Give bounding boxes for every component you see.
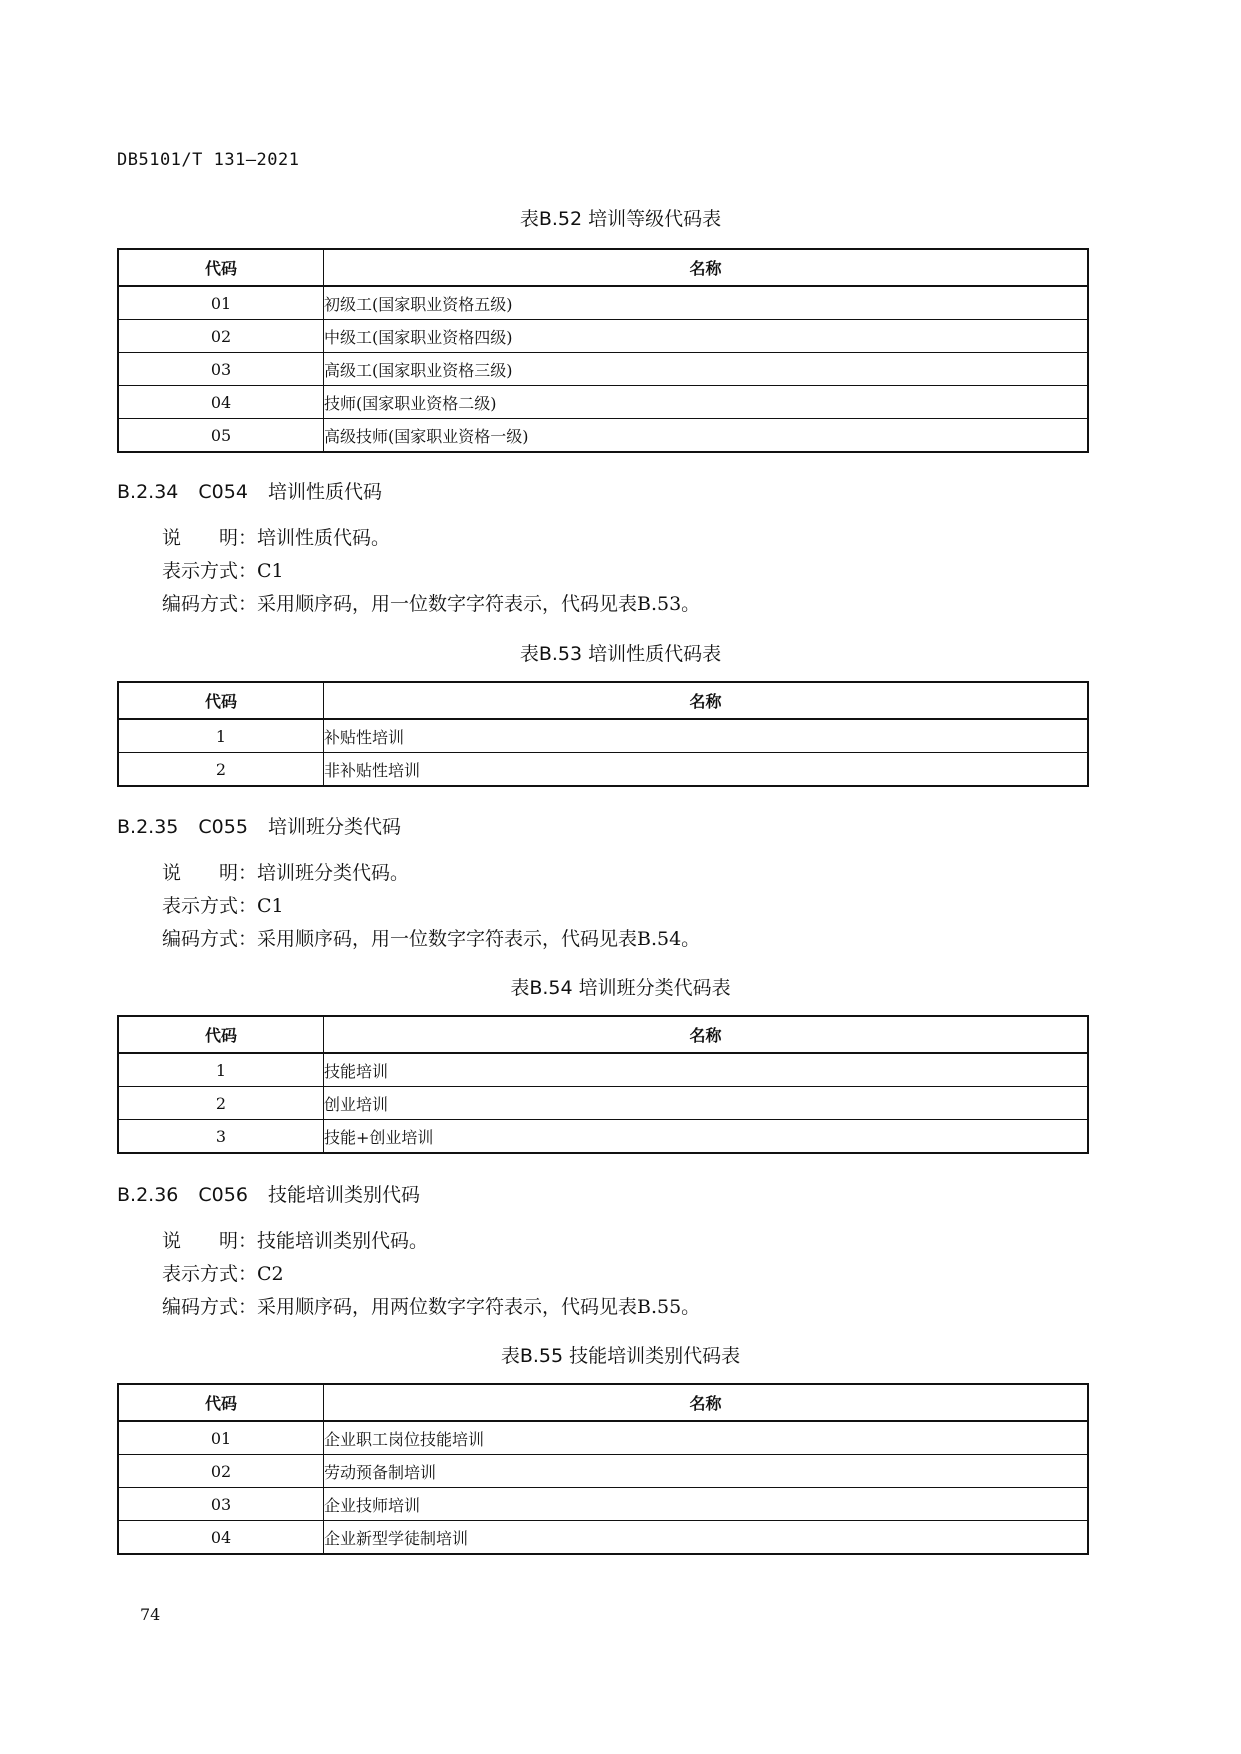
column-header-name: 名称 — [324, 1384, 1089, 1421]
encoding-line: 编码方式：采用顺序码，用一位数字字符表示，代码见表B.53。 — [162, 593, 701, 615]
table-caption-b54: 表B.54 培训班分类代码表 — [510, 977, 731, 999]
name-cell: 技能+创业培训 — [324, 1120, 1089, 1154]
name-cell: 技能培训 — [324, 1053, 1089, 1087]
name-cell: 企业新型学徒制培训 — [324, 1521, 1089, 1555]
code-cell: 04 — [118, 386, 324, 419]
name-cell: 企业职工岗位技能培训 — [324, 1421, 1089, 1455]
code-cell: 02 — [118, 1455, 324, 1488]
table-b55 — [117, 1383, 1089, 1555]
table-row — [118, 386, 1088, 419]
table-row — [118, 286, 1088, 320]
code-cell: 01 — [118, 1421, 324, 1455]
table-row — [118, 1455, 1088, 1488]
name-cell: 创业培训 — [324, 1087, 1089, 1120]
code-cell: 2 — [118, 1087, 324, 1120]
representation-line: 表示方式：C1 — [162, 895, 284, 917]
table-row — [118, 1488, 1088, 1521]
section-number: B.2.36 — [117, 1184, 179, 1206]
name-cell: 非补贴性培训 — [324, 753, 1089, 787]
encoding-line: 编码方式：采用顺序码，用两位数字字符表示，代码见表B.55。 — [162, 1296, 701, 1318]
name-cell: 中级工(国家职业资格四级) — [324, 320, 1089, 353]
section-number: B.2.35 — [117, 816, 179, 838]
description-line: 说 明：技能培训类别代码。 — [162, 1230, 429, 1252]
section-title: 培训性质代码 — [267, 481, 382, 503]
section-heading-b235 — [117, 812, 421, 839]
section-number: B.2.34 — [117, 481, 179, 503]
name-cell: 企业技师培训 — [324, 1488, 1089, 1521]
section-heading-b236 — [117, 1180, 440, 1207]
name-cell: 高级工(国家职业资格三级) — [324, 353, 1089, 386]
document-id: DB5101/T 131—2021 — [117, 150, 300, 170]
code-cell: 1 — [118, 1053, 324, 1087]
table-row — [118, 1053, 1088, 1087]
table-caption-b55: 表B.55 技能培训类别代码表 — [500, 1345, 741, 1367]
column-header-code: 代码 — [118, 682, 324, 719]
table-b52 — [117, 248, 1089, 453]
code-cell: 04 — [118, 1521, 324, 1555]
name-cell: 劳动预备制培训 — [324, 1455, 1089, 1488]
code-cell: 03 — [118, 353, 324, 386]
column-header-code: 代码 — [118, 1384, 324, 1421]
code-cell: 3 — [118, 1120, 324, 1154]
table-row — [118, 419, 1088, 453]
name-cell: 补贴性培训 — [324, 719, 1089, 753]
table-row — [118, 719, 1088, 753]
description-line: 说 明：培训班分类代码。 — [162, 862, 410, 884]
table-caption-b53: 表B.53 培训性质代码表 — [519, 643, 722, 665]
code-cell: 03 — [118, 1488, 324, 1521]
table-caption-b52: 表B.52 培训等级代码表 — [519, 208, 722, 230]
description-line: 说 明：培训性质代码。 — [162, 527, 391, 549]
column-header-code: 代码 — [118, 249, 324, 286]
page-number: 74 — [140, 1605, 161, 1624]
name-cell: 技师(国家职业资格二级) — [324, 386, 1089, 419]
table-row — [118, 1421, 1088, 1455]
table-row — [118, 1120, 1088, 1154]
representation-line: 表示方式：C1 — [162, 560, 284, 582]
representation-line: 表示方式：C2 — [162, 1263, 284, 1285]
table-row — [118, 1521, 1088, 1555]
table-b53 — [117, 681, 1089, 787]
encoding-line: 编码方式：采用顺序码，用一位数字字符表示，代码见表B.54。 — [162, 928, 701, 950]
code-cell: 1 — [118, 719, 324, 753]
code-cell: 02 — [118, 320, 324, 353]
section-code: C056 — [198, 1184, 248, 1206]
column-header-name: 名称 — [324, 249, 1089, 286]
name-cell: 初级工(国家职业资格五级) — [324, 286, 1089, 320]
table-row — [118, 753, 1088, 787]
code-cell: 01 — [118, 286, 324, 320]
name-cell: 高级技师(国家职业资格一级) — [324, 419, 1089, 453]
table-b54 — [117, 1015, 1089, 1154]
column-header-name: 名称 — [324, 1016, 1089, 1053]
section-title: 培训班分类代码 — [267, 816, 401, 838]
code-cell: 2 — [118, 753, 324, 787]
table-row — [118, 320, 1088, 353]
column-header-code: 代码 — [118, 1016, 324, 1053]
column-header-name: 名称 — [324, 682, 1089, 719]
section-code: C055 — [198, 816, 248, 838]
table-row — [118, 353, 1088, 386]
section-title: 技能培训类别代码 — [267, 1184, 420, 1206]
section-heading-b234 — [117, 477, 402, 504]
section-code: C054 — [198, 481, 248, 503]
table-row — [118, 1087, 1088, 1120]
code-cell: 05 — [118, 419, 324, 453]
